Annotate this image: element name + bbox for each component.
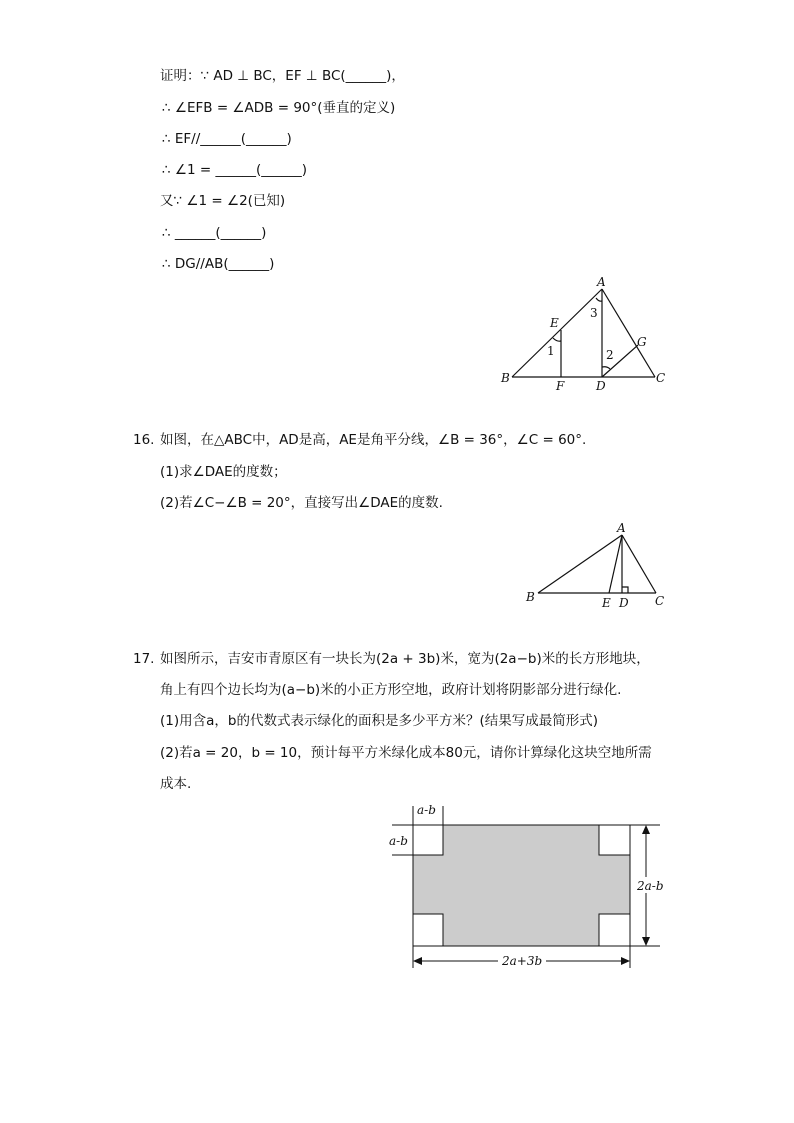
q17-line-3: (1)用含a，b的代数式表示绿化的面积是多少平方米？(结果写成最简形式) bbox=[160, 713, 598, 729]
fig1-label-2: 2 bbox=[606, 348, 614, 362]
fig1-label-b: B bbox=[501, 371, 510, 385]
fig1-label-f: F bbox=[556, 379, 565, 393]
fig3-label-right: 2a-b bbox=[637, 879, 664, 893]
q16-stem: 如图，在△ABC中，AD是高，AE是角平分线，∠B = 36°，∠C = 60°. bbox=[160, 432, 587, 448]
proof-line-4: ∴ ∠1 = ______(______) bbox=[162, 162, 307, 178]
fig1-label-1: 1 bbox=[547, 344, 555, 358]
proof-line-7: ∴ DG//AB(______) bbox=[162, 256, 275, 272]
fig1-label-3: 3 bbox=[590, 306, 598, 320]
q16-part-2: (2)若∠C−∠B = 20°，直接写出∠DAE的度数. bbox=[160, 495, 443, 511]
fig2-label-b: B bbox=[526, 590, 535, 604]
q16-number: 16. bbox=[133, 432, 155, 448]
fig3-arrow-right-top bbox=[642, 825, 650, 834]
fig3-arrow-right-bottom bbox=[642, 937, 650, 946]
fig2-label-a: A bbox=[617, 521, 626, 535]
fig3-arrow-bottom-left bbox=[413, 957, 422, 965]
fig1-label-d: D bbox=[596, 379, 606, 393]
proof-line-5: 又∵ ∠1 = ∠2(已知) bbox=[160, 193, 286, 209]
fig2-label-c: C bbox=[655, 594, 665, 608]
fig3-label-top: a-b bbox=[417, 803, 436, 817]
proof-line-2: ∴ ∠EFB = ∠ADB = 90°(垂直的定义) bbox=[162, 100, 396, 116]
fig3-label-left: a-b bbox=[389, 834, 408, 848]
fig1-label-g: G bbox=[637, 335, 647, 349]
fig3-shaded-region bbox=[413, 825, 630, 946]
fig2-label-e: E bbox=[602, 596, 611, 610]
fig3-arrow-bottom-right bbox=[621, 957, 630, 965]
fig2-label-d: D bbox=[619, 596, 629, 610]
fig1-label-a: A bbox=[597, 275, 606, 289]
proof-line-6: ∴ ______(______) bbox=[162, 225, 267, 241]
q17-line-5: 成本. bbox=[160, 776, 192, 792]
q17-number: 17. bbox=[133, 651, 155, 667]
q16-part-1: (1)求∠DAE的度数； bbox=[160, 464, 287, 480]
fig3-label-bottom: 2a+3b bbox=[502, 954, 543, 968]
proof-line-3: ∴ EF//______(______) bbox=[162, 131, 292, 147]
fig1-label-e: E bbox=[550, 316, 559, 330]
q17-line-4: (2)若a = 20，b = 10，预计每平方米绿化成本80元，请你计算绿化这块空地所需 bbox=[160, 745, 652, 761]
proof-line-1: 证明：∵ AD ⊥ BC，EF ⊥ BC(______)， bbox=[160, 68, 405, 84]
fig1-label-c: C bbox=[656, 371, 666, 385]
q17-line-1: 如图所示，吉安市青原区有一块长为(2a + 3b)米，宽为(2a−b)米的长方形地块， bbox=[160, 651, 650, 667]
q17-line-2: 角上有四个边长均为(a−b)米的小正方形空地，政府计划将阴影部分进行绿化. bbox=[160, 682, 622, 698]
